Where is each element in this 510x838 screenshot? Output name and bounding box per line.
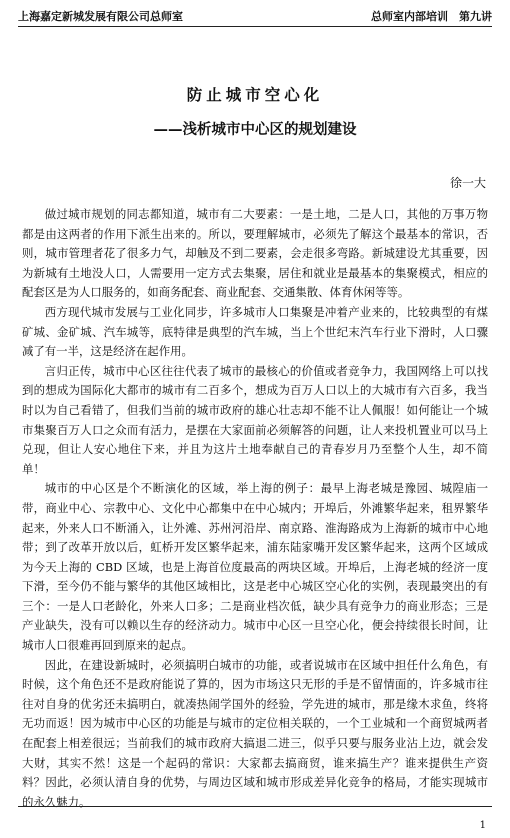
document-title: 防止城市空心化: [186, 86, 324, 104]
paragraph: 城市的中心区是个不断演化的区域，举上海的例子：最早上海老城是豫园、城隍庙一带，商业中心、宗教中心、文化中心都集中在中心城内；开埠后，外滩繁华起来，租界繁华起来，外来人口不断涌入，让外滩、苏州河沿岸、南京路、淮海路成为上海新的城市中心地带；到了改革开放以后，虹桥开发区繁华起来，浦东陆家嘴开发区繁华起来，这两个区域成为今天上海的 CBD 区域，也是上海首位度最高的两块区域。开埠后，上海老城的经济一度下滑，至今仍不能与繁华的其他区域相比，这是老中心城区空心化的实例，表现最突出的有三个：一是人口老龄化，外来人口多；二是商业档次低，缺少具有竞争力的商业形态；三是产业缺失，没有可以赖以生存的经济动力。城市中心区一旦空心化，便会持续很长时间，让城市人口很难再回到原来的起点。: [22, 481, 488, 653]
paragraph: 西方现代城市发展与工业化同步，许多城市人口集聚是冲着产业来的，比较典型的有煤矿城、金矿城、汽车城等，底特律是典型的汽车城，当上个世纪末汽车行业下滑时，人口骤减了有一半，这是经济在起作用。: [22, 304, 488, 359]
page-header: [18, 8, 492, 24]
footer-divider: [18, 806, 492, 807]
document-subtitle: ——浅析城市中心区的规划建设: [153, 122, 357, 138]
page-number: 1: [479, 820, 486, 831]
article-body: [22, 205, 488, 812]
author-name: 徐一大: [449, 176, 486, 190]
paragraph: 言归正传，城市中心区往往代表了城市的最核心的价值或者竞争力，我国网络上可以找到的想成为国际化大都市的城市有二百多个，想成为百万人口以上的大城市有六百多，我当时以为自己看错了，但我们当前的城市政府的雄心壮志却不能不让人佩服！如何能让一个城市集聚百万人口之众而有活力，是摆在大家面前必须解答的问题，让人来投机置业可以马上兑现，但让人安心地住下来，并且为这片土地奉献自己的青春岁月乃至整个人生，却不简单！: [22, 363, 488, 476]
paragraph: 做过城市规划的同志都知道，城市有二大要素：一是土地，二是人口，其他的万事万物都是由这两者的作用下派生出来的。所以，要理解城市，必须先了解这个最基本的常识，否则，城市管理者花了很多力气，却触及不到二要素，会走很多弯路。新城建设尤其重要，因为新城有土地没人口，人需要用一定方式去集聚，居住和就业是最基本的集聚模式，相应的配套区是为人口服务的，如商务配套、商业配套、交通集散、体育休闲等等。: [22, 207, 488, 300]
header-lecture-info: 总师室内部培训 第九讲: [371, 10, 492, 23]
paragraph: 因此，在建设新城时，必须搞明白城市的功能，或者说城市在区域中担任什么角色，有时候，这个角色还不是政府能说了算的，因为市场这只无形的手是不留情面的，许多城市往往对自身的优劣还未搞明白，就凑热闹学国外的经验，学先进的城市，那是缘木求鱼，终将无功而返！因为城市中心区的功能是与城市的定位相关联的，一个工业城和一个商贸城两者在配套上相差很远；当前我们的城市政府大搞退二进三，似乎只要与服务业沾上边，就会发大财，其实不然！这是一个起码的常识：大家都去搞商贸，谁来搞生产？谁来提供生产资料？因此，必须认清自身的优势，与周边区域和城市形成差异化竞争的格局，才能实现城市的永久魅力。: [22, 657, 488, 809]
header-organization: 上海嘉定新城发展有限公司总师室: [18, 10, 183, 23]
header-divider: [18, 26, 492, 27]
